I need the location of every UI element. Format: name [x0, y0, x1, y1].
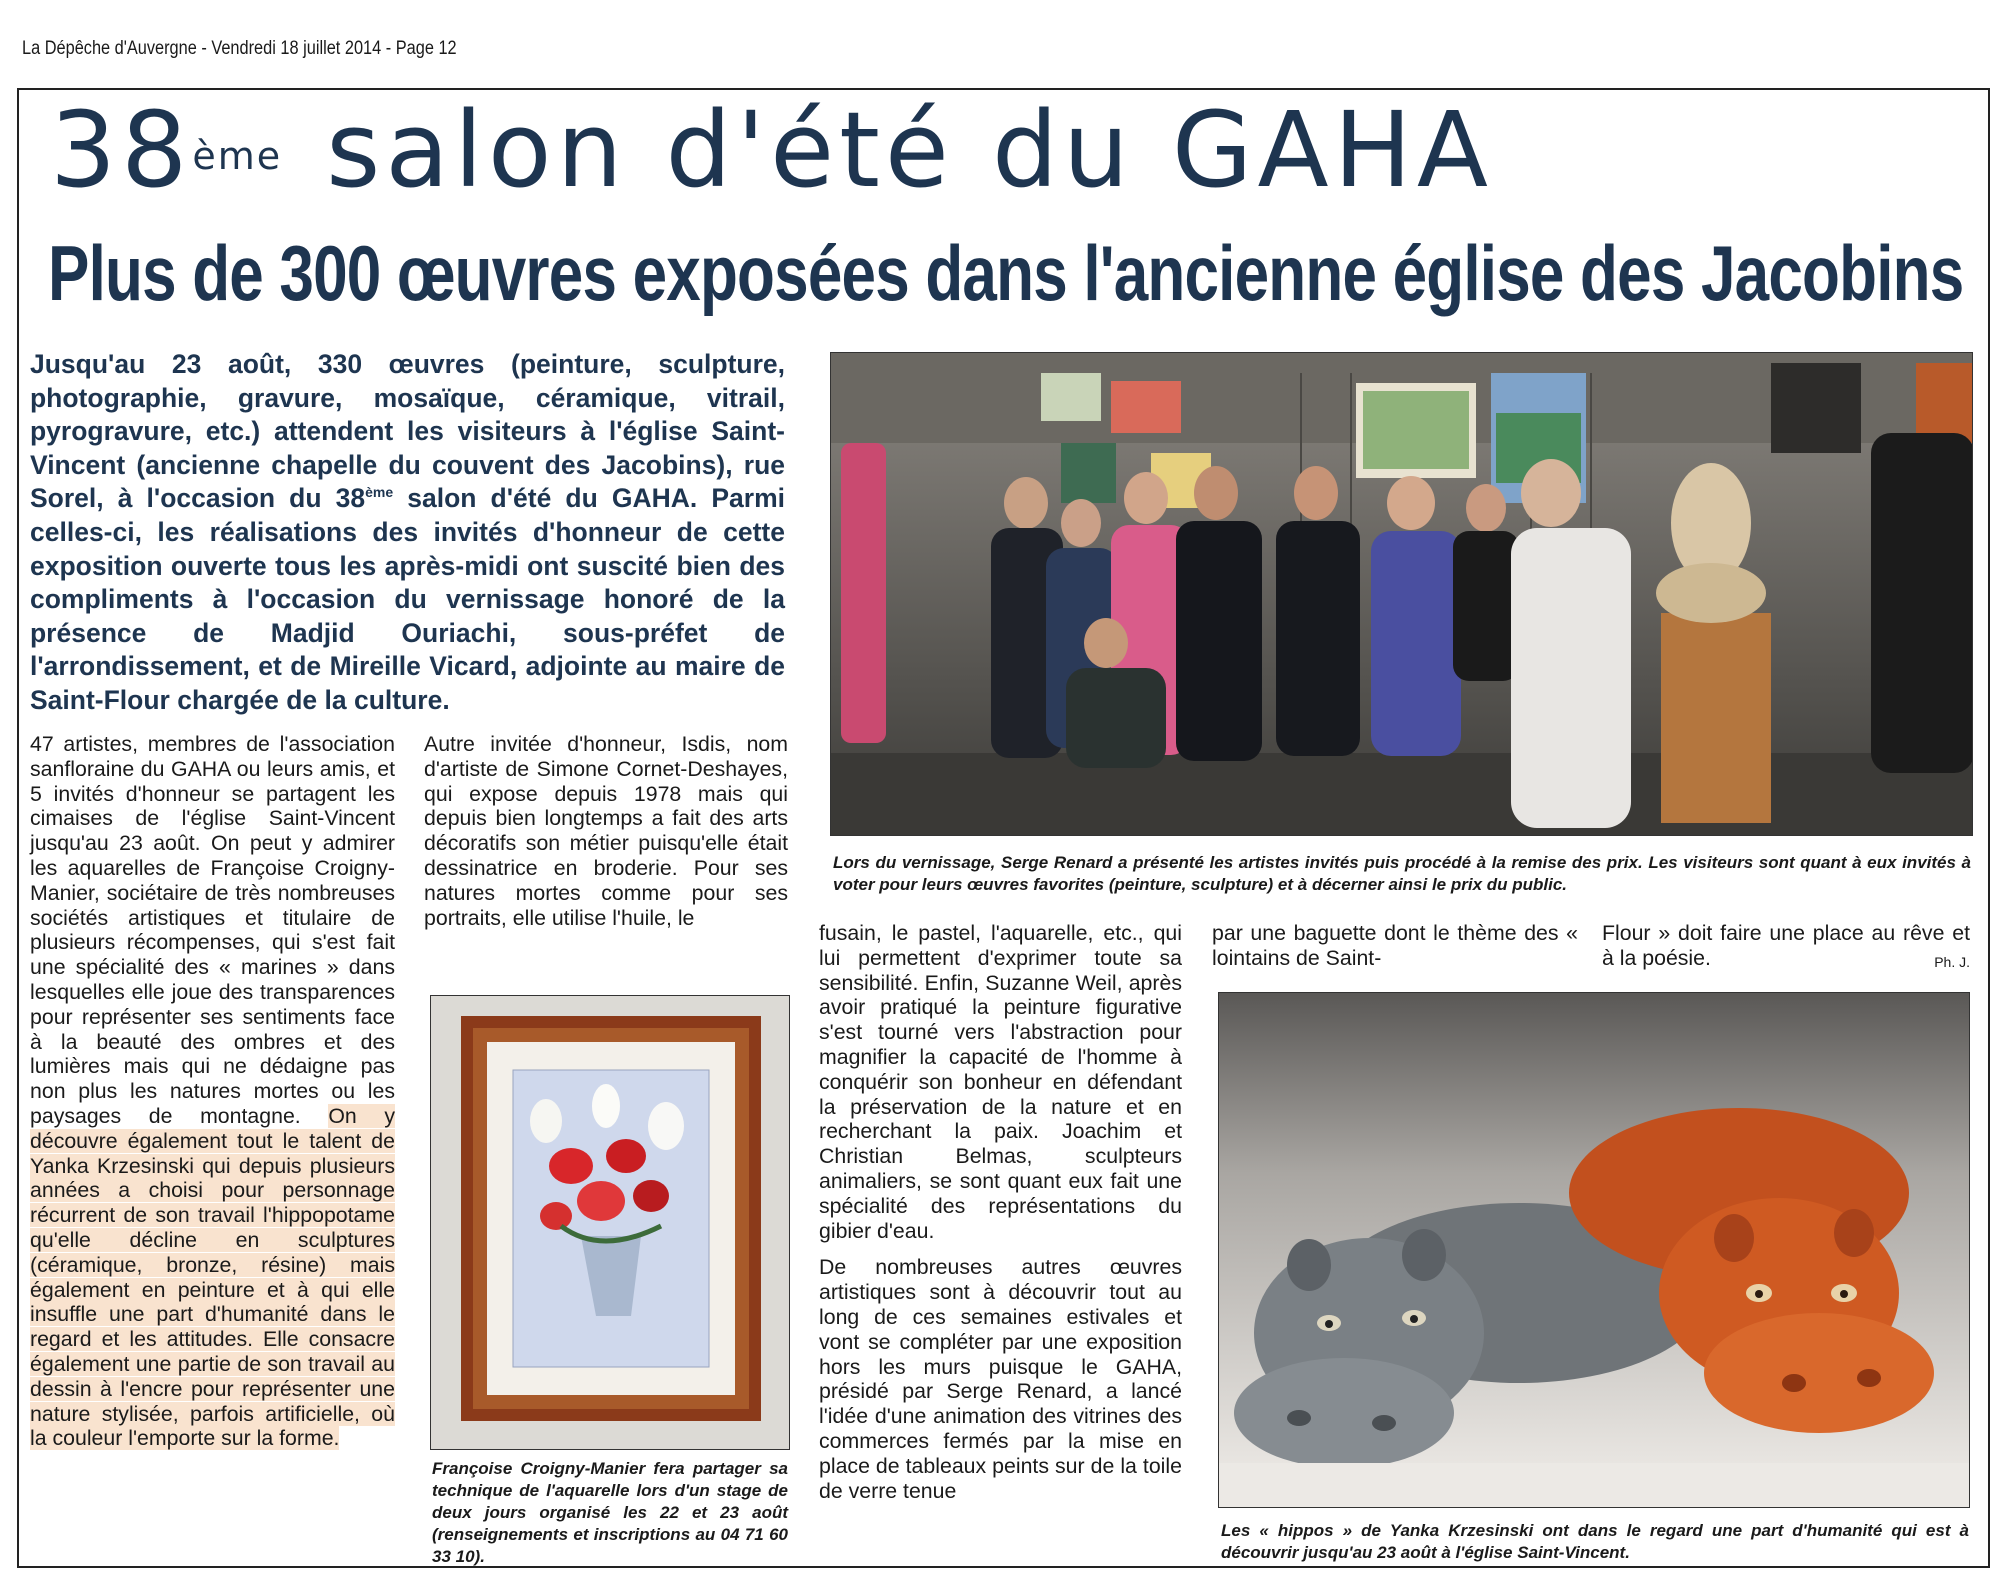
hippos-caption: Les « hippos » de Yanka Krzesinski ont dans le regard une part d'humanité qui est à découvrir jusqu'au 23 août à l'église Saint-Vincent. [1221, 1521, 1969, 1562]
lede-part2: salon d'été du GAHA. Parmi celles-ci, les réalisations des invités d'honneur de cette exposition ouverte tous les après-midi ont suscité bien des compliments à l'occasion du vernissage honoré de la présence de Madjid Ouriachi, sous-préfet de l'arrondissement, et de Mireille Vicard, adjointe au maire de Saint-Flour chargée de la culture. [30, 483, 786, 715]
photo-credit: Ph. J. [1934, 953, 1970, 970]
lede-superscript: ème [365, 484, 394, 501]
col1-highlighted-text: On y découvre également tout le talent de Yanka Krzesinski qui depuis plusieurs années a choisi pour personnage récurrent de son travail l'hippopotame qu'elle décline en sculptures (céramique, bronze, résine) mais également en peinture et à qui elle insuffle une part d'humanité dans le regard et les attitudes. Elle consacre également une partie de son travail au dessin à l'encre pour représenter une nature stylisée, parfois artificielle, où la couleur l'emporte sur la forme. [30, 1103, 395, 1451]
aquarelle-caption: Françoise Croigny-Manier fera partager sa technique de l'aquarelle lors d'un stage de deux jours organisé les 22 et 23 août (renseignements et inscriptions au 04 71 60 33 10). [432, 1459, 788, 1566]
kicker [50, 89, 1494, 211]
kicker-text: salon d'été du GAHA [326, 89, 1494, 211]
column-5 [1602, 921, 1970, 975]
col1-text: 47 artistes, membres de l'association sanfloraine du GAHA ou leurs amis, et 5 invités d'honneur se partagent les cimaises de l'église Saint-Vincent jusqu'au 23 août. On peut y admirer les aquarelles de Françoise Croigny-Manier, sociétaire de très nombreuses sociétés artistiques et titulaire de plusieurs récompenses, qui s'est fait une spécialité des « marines » dans lesquelles elle joue des transparences pour représenter ses sentiments face à la beauté des ombres et des lumières mais qui ne dédaigne pas non plus les natures mortes ou les paysages de montagne. [30, 732, 395, 1128]
vernissage-illustration [831, 353, 1973, 836]
dateline: La Dépêche d'Auvergne - Vendredi 18 juillet 2014 - Page 12 [22, 38, 457, 59]
col2-text: Autre invitée d'honneur, Isdis, nom d'artiste de Simone Cornet-Deshayes, qui expose depuis 1978 mais qui depuis bien longtemps a fait des arts décoratifs son métier puisqu'elle était dessinatrice en broderie. Pour ses natures mortes comme pour ses portraits, elle utilise l'huile, le [424, 732, 788, 930]
lede [30, 348, 785, 718]
vernissage-caption: Lors du vernissage, Serge Renard a présenté les artistes invités puis procédé à la remise des prix. Les visiteurs sont quant à eux invités à voter pour leurs œuvres favorites (peinture, sculpture) et à décerner ainsi le prix du public. [833, 853, 1971, 894]
hippos-illustration [1219, 993, 1970, 1508]
col3-paragraph-1: fusain, le pastel, l'aquarelle, etc., qui lui permettent d'exprimer toute sa sensibilité. Enfin, Suzanne Weil, après avoir pratiqué la peinture figurative s'est tourné vers l'abstraction pour magnifier la capacité de l'homme à conquérir son bonheur en défendant la préservation de la nature et en recherchant la paix. Joachim et Christian Belmas, sculpteurs animaliers, se sont quant eux fait une spécialité des représentations du gibier d'eau. [819, 921, 1182, 1243]
column-1 [30, 732, 395, 1451]
col5-text: Flour » doit faire une place au rêve et à la poésie. [1602, 921, 1970, 970]
column-3 [819, 921, 1182, 1503]
column-4 [1212, 921, 1578, 971]
aquarelle-illustration [431, 996, 790, 1450]
headline: Plus de 300 œuvres exposées dans l'ancienne église des Jacobins [48, 229, 1964, 317]
aquarelle-photo [430, 995, 790, 1450]
hippos-photo [1218, 992, 1970, 1508]
kicker-superscript: ème [192, 134, 283, 178]
lede-part1: Jusqu'au 23 août, 330 œuvres (peinture, sculpture, photographie, gravure, mosaïque, céramique, vitrail, pyrogravure, etc.) attendent les visiteurs à l'église Saint-Vincent (ancienne chapelle du couvent des Jacobins), rue Sorel, à l'occasion du 38 [30, 349, 785, 514]
col3-paragraph-2: De nombreuses autres œuvres artistiques sont à découvrir tout au long de ces semaines estivales et vont se compléter par une exposition hors les murs puisque le GAHA, présidé par Serge Renard, a lancé l'idée d'une animation des vitrines des commerces fermés par la mise en place de tableaux peints sur de la toile de verre tenue [819, 1255, 1182, 1503]
column-2 [424, 732, 788, 930]
vernissage-photo [830, 352, 1973, 836]
col4-text: par une baguette dont le thème des « lointains de Saint- [1212, 921, 1578, 970]
kicker-number: 38 [50, 89, 193, 211]
